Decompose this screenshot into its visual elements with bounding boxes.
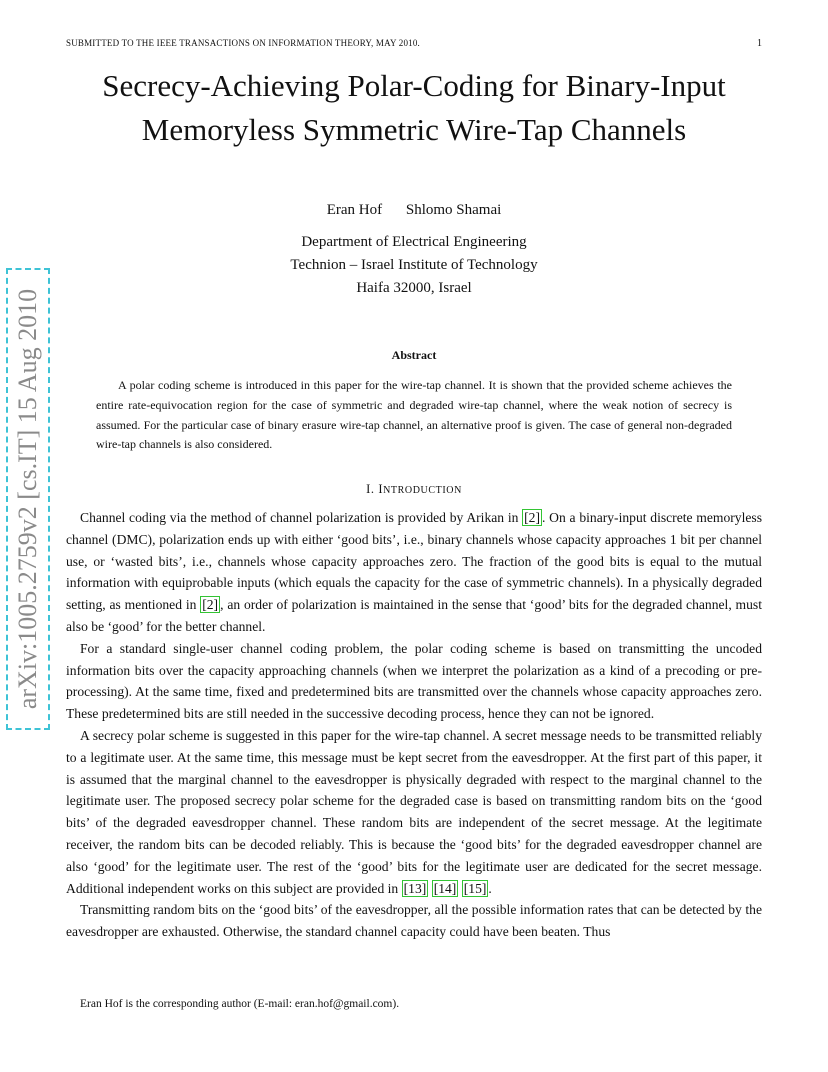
section-number: I.: [366, 482, 375, 496]
abstract-text: A polar coding scheme is introduced in this paper for the wire-tap channel. It is shown that the provided scheme achieves the entire rate-equivocation region for the case of symmetric and degraded wire-tap channel, where the weak notion of secrecy is assumed. For the particular case of binary erasure wire-tap channel, an alternative proof is given. The case of general non-degraded wire-tap channels is also considered.: [96, 378, 732, 452]
affiliation-line: Department of Electrical Engineering: [301, 234, 527, 250]
body-text: [66, 507, 762, 943]
citation-link[interactable]: [14]: [433, 880, 457, 896]
paragraph: For a standard single-user channel coding problem, the polar coding scheme is based on transmitting the uncoded information bits over the capacity approaching channels (when we interpret the polarization as a kind of a precoding or pre-processing). At the same time, fixed and predetermined bits are transmitted over the channels whose capacity approaches zero. These predetermined bits are still needed in the successive decoding process, hence they can not be ignored.: [66, 640, 762, 722]
author-list: [0, 202, 828, 219]
section-heading: [0, 482, 828, 497]
section-title: INTRODUCTION: [378, 482, 462, 496]
page-number: 1: [757, 38, 762, 49]
arxiv-stamp-label: arXiv:1005.2759v2 [cs.IT] 15 Aug 2010: [13, 288, 42, 710]
arxiv-stamp[interactable]: [6, 268, 50, 730]
paragraph: Transmitting random bits on the ‘good bits’ of the eavesdropper, all the possible information rates that can be detected by the eavesdropper are exhausted. Otherwise, the standard channel capacity could have been beaten. Thus: [66, 902, 762, 940]
affiliation-line: Technion – Israel Institute of Technology: [290, 257, 538, 273]
running-head: SUBMITTED TO THE IEEE TRANSACTIONS ON INFORMATION THEORY, MAY 2010.: [66, 38, 421, 48]
affiliation-line: Haifa 32000, Israel: [356, 280, 472, 296]
affiliation: [0, 231, 828, 300]
paper-title: Secrecy-Achieving Polar-Coding for Binary-Input Memoryless Symmetric Wire-Tap Channels: [102, 68, 726, 147]
abstract-heading: Abstract: [391, 348, 437, 362]
footnote: Eran Hof is the corresponding author (E-mail: eran.hof@gmail.com).: [80, 998, 400, 1010]
author-name: Shlomo Shamai: [405, 202, 502, 218]
author-name: Eran Hof: [326, 202, 383, 218]
citation-link[interactable]: [15]: [463, 880, 487, 896]
paragraph: Channel coding via the method of channel polarization is provided by Arikan in [2] . On a binary-input discrete memoryless channel (DMC), polarization ends up with either ‘good bits’, i.e., binary channels whose capacity approaches 1 bit per channel use, or ‘wasted bits’, i.e., channels whose capacity approaches zero. The fraction of the good bits is equal to the mutual information with equiprobable inputs (which equals the capacity for the case of symmetric channels). In a physically degraded setting, as mentioned in [2] , an order of polarization is maintained in the sense that ‘good’ bits for the degraded channel, must also be ‘good’ for the better channel.: [66, 510, 762, 634]
citation-link[interactable]: [2]: [202, 597, 219, 613]
citation-link[interactable]: [2]: [524, 510, 541, 525]
paragraph: A secrecy polar scheme is suggested in this paper for the wire-tap channel. A secret message needs to be transmitted reliably to a legitimate user. At the same time, this message must be kept secret from the eavesdropper. At the first part of this paper, it is assumed that the marginal channel to the eavesdropper is physically degraded with respect to the marginal channel to the legitimate user. The proposed secrecy polar scheme for the degraded case is based on transmitting random bits on the ‘good bits’ of the degraded eavesdropper channel. These random bits are independent of the secret message. At the legitimate receiver, the random bits can be decoded reliably. This is because the ‘good bits’ for the degraded eavesdropper channel are also ‘good’ for the legitimate user. The rest of the ‘good’ bits for the legitimate user are dedicated for the secret message. Additional independent works on this subject are provided in [13] [14] [15] .: [66, 727, 762, 896]
citation-link[interactable]: [13]: [403, 880, 427, 896]
